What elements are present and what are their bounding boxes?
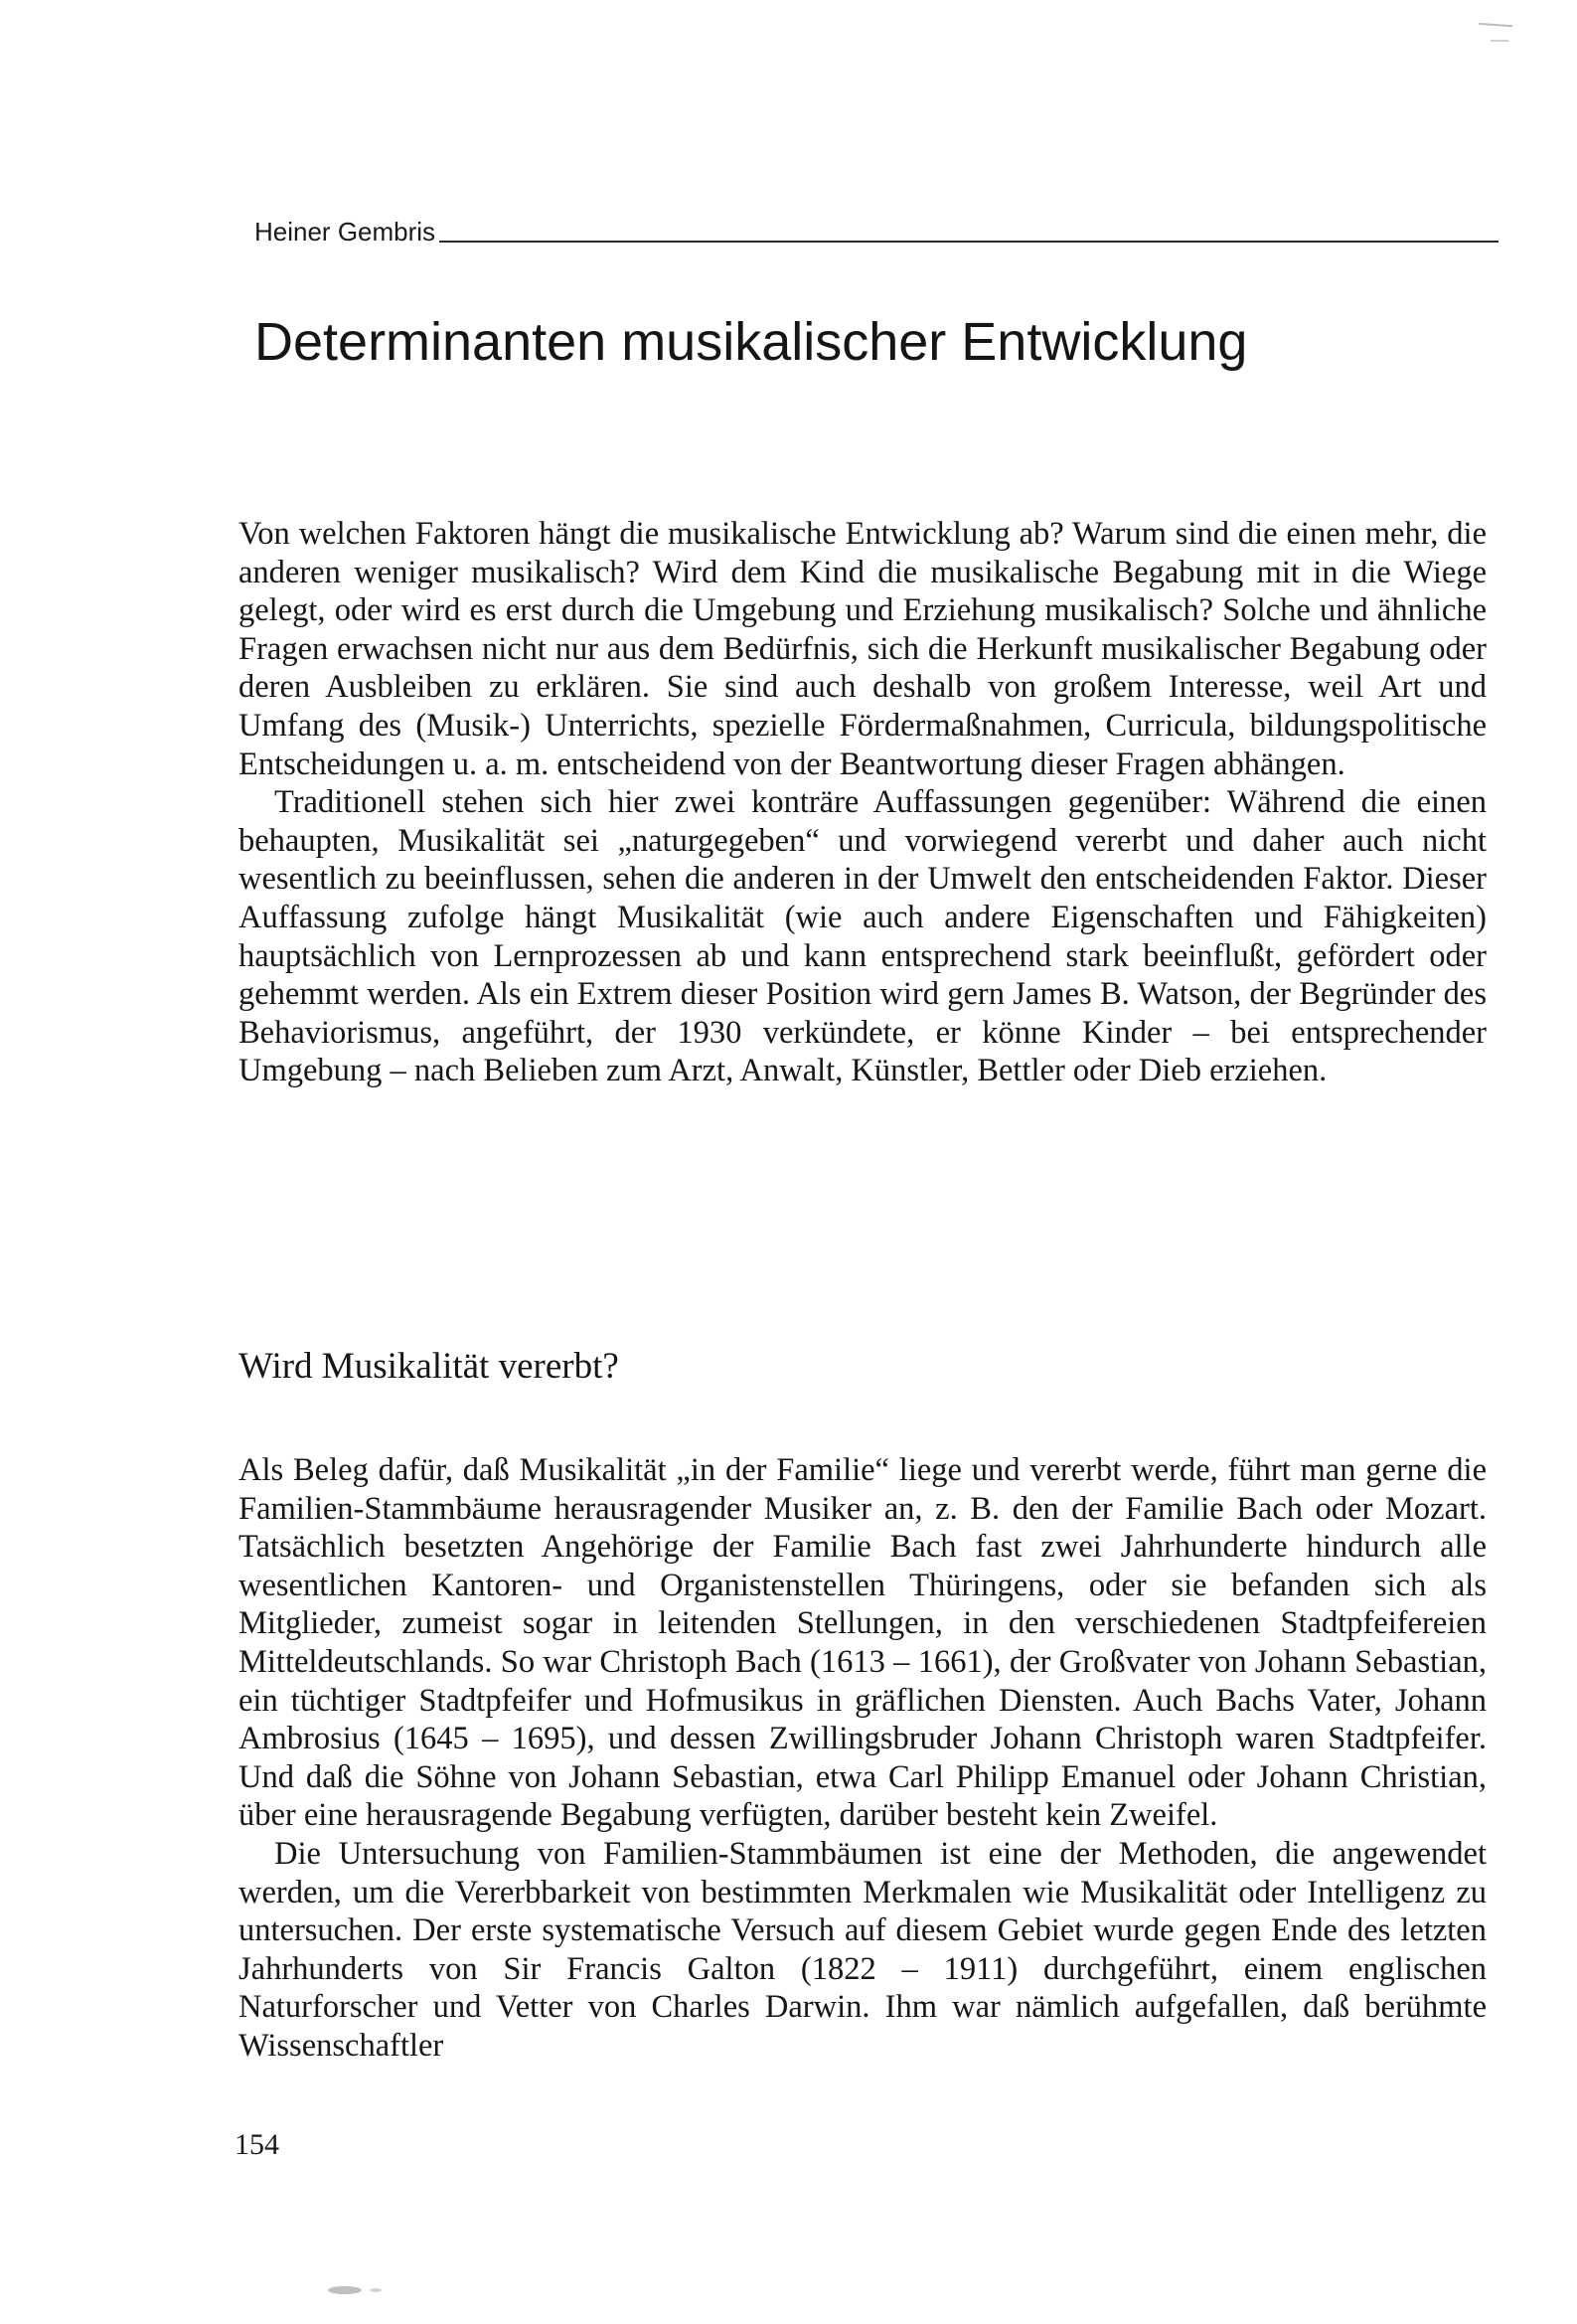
running-header	[254, 217, 1498, 247]
section-paragraph-1: Als Beleg dafür, daß Musikalität „in der Familie“ liege und vererbt werde, führt man gerne die Familien-Stammbäume herausragender Musiker an, z. B. den der Familie Bach oder Mozart. Tatsächlich besetzten Angehörige der Familie Bach fast zwei Jahrhunderte hindurch alle wesentlichen Kantoren- und Organistenstellen Thüringens, oder sie befanden sich als Mitglieder, zumeist sogar in leitenden Stellungen, in den verschiedenen Stadtpfeifereien Mitteldeutschlands. So war Christoph Bach (1613 – 1661), der Großvater von Johann Sebastian, ein tüchtiger Stadtpfeifer und Hofmusikus in gräflichen Diensten. Auch Bachs Vater, Johann Ambrosius (1645 – 1695), und dessen Zwillingsbruder Johann Christoph waren Stadtpfeifer. Und daß die Söhne von Johann Sebastian, etwa Carl Philipp Emanuel oder Johann Christian, über eine herausragende Begabung verfügten, darüber besteht kein Zweifel.	[238, 1452, 1487, 1834]
chapter-title: Determinanten musikalischer Entwicklung	[254, 312, 1248, 372]
intro-text	[238, 515, 1487, 1090]
scan-artifact-top-small	[1491, 40, 1508, 42]
section-text	[238, 1451, 1487, 2066]
intro-paragraph-1: Von welchen Faktoren hängt die musikalische Entwicklung ab? Warum sind die einen mehr, die anderen weniger musikalisch? Wird dem Kind die musikalische Begabung mit in die Wiege gelegt, oder wird es erst durch die Umgebung und Erziehung musikalisch? Solche und ähnliche Fragen erwachsen nicht nur aus dem Bedürfnis, sich die Herkunft musikalischer Begabung oder deren Ausbleiben zu erklären. Sie sind auch deshalb von großem Interesse, weil Art und Umfang des (Musik-) Unterrichts, spezielle Fördermaßnahmen, Curricula, bildungspolitische Entscheidungen u. a. m. entscheidend von der Beantwortung dieser Fragen abhängen.	[238, 516, 1487, 782]
scan-artifact-top	[1479, 23, 1512, 33]
section-paragraph-2: Die Untersuchung von Familien-Stammbäumen ist eine der Methoden, die angewendet werden, um die Vererbbarkeit von bestimmten Merkmalen wie Musikalität oder Intelligenz zu untersuchen. Der erste systematische Versuch auf diesem Gebiet wurde gegen Ende des letzten Jahrhunderts von Sir Francis Galton (1822 – 1911) durchgeführt, einem englischen Naturforscher und Vetter von Charles Darwin. Ihm war nämlich aufgefallen, daß berühmte Wissenschaftler	[238, 1835, 1487, 2064]
header-rule	[439, 241, 1498, 243]
author-name: Heiner Gembris	[254, 217, 436, 247]
section-heading: Wird Musikalität vererbt?	[238, 1346, 619, 1387]
page-number: 154	[235, 2128, 279, 2161]
scan-artifact-bottom	[328, 2286, 362, 2294]
scan-artifact-bottom-small	[370, 2288, 382, 2292]
intro-paragraph-2: Traditionell stehen sich hier zwei konträre Auffassungen gegenüber: Während die einen behaupten, Musikalität sei „naturgegeben“ und vorwiegend vererbt und daher auch nicht wesentlich zu beeinflussen, sehen die anderen in der Umwelt den entscheidenden Faktor. Dieser Auffassung zufolge hängt Musikalität (wie auch andere Eigenschaften und Fähigkeiten) hauptsächlich von Lernprozessen ab und kann entsprechend stark beeinflußt, gefördert oder gehemmt werden. Als ein Extrem dieser Position wird gern James B. Watson, der Begründer des Behaviorismus, angeführt, der 1930 verkündete, er könne Kinder – bei entsprechender Umgebung – nach Belieben zum Arzt, Anwalt, Künstler, Bettler oder Dieb erziehen.	[238, 784, 1487, 1089]
